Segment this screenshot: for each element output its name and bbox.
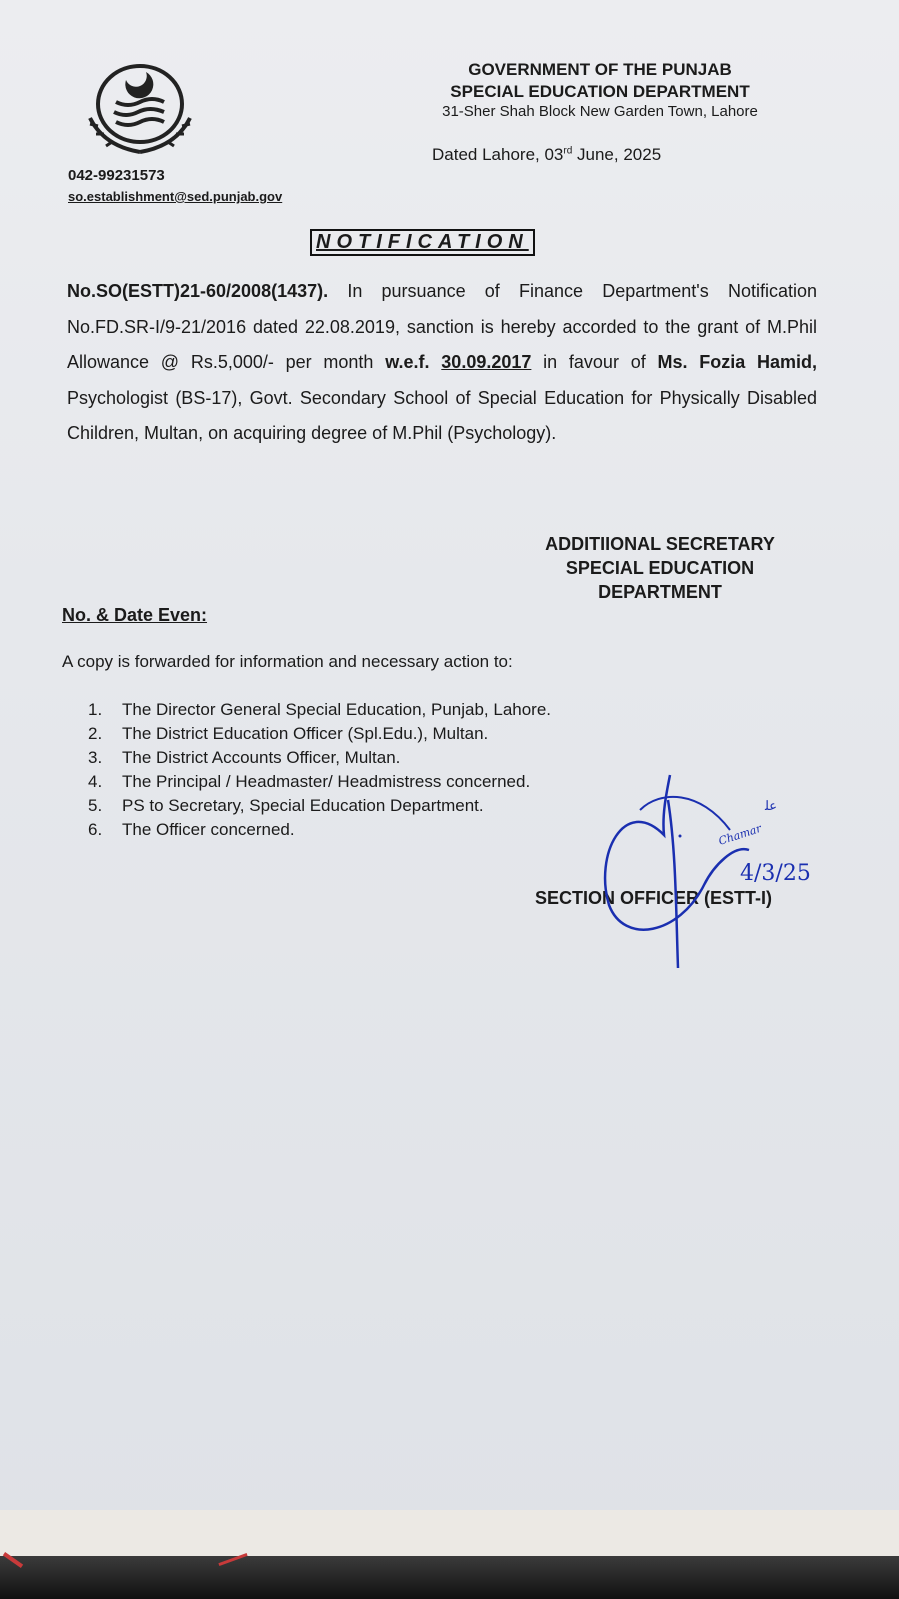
header-address: 31-Sher Shah Block New Garden Town, Lahore <box>442 103 758 120</box>
no-date-even: No. & Date Even: <box>62 605 208 625</box>
header-government: GOVERNMENT OF THE PUNJAB <box>468 60 732 79</box>
notification-body: No.SO(ESTT)21-60/2008(1437). In pursuance of Finance Department's Notification No.FD.SR-I/9-21/2016 dated 22.08.2019, sanction is hereby accorded to the grant of M.Phil Allowance @ Rs.5,000/- per month w.e.f. 30.09.2017 in favour of Ms. Fozia Hamid, Psychologist (BS-17), Govt. Secondary School of Special Education for Physically Disabled Children, Multan, on acquiring degree of M.Phil (Psychology). <box>67 281 817 443</box>
beneficiary-name: Ms. Fozia Hamid, <box>657 352 817 372</box>
list-item: 4. The Principal / Headmaster/ Headmistress concerned. <box>88 772 531 791</box>
notification-title: NOTIFICATION <box>310 229 535 256</box>
recipient-list <box>88 698 551 842</box>
effective-date: 30.09.2017 <box>441 352 532 372</box>
list-item: 2. The District Education Officer (Spl.Edu.), Multan. <box>88 724 489 743</box>
list-item: 6. The Officer concerned. <box>88 820 295 839</box>
copy-intro: A copy is forwarded for information and necessary action to: <box>62 652 513 671</box>
punjab-emblem-logo <box>78 62 204 158</box>
handwritten-signature <box>600 770 860 970</box>
table-edge <box>0 1556 899 1599</box>
list-item: 1. The Director General Special Education, Punjab, Lahore. <box>88 700 552 719</box>
handwritten-date: 4/3/25 <box>740 861 811 886</box>
handwritten-mark: ﻋﻠ <box>765 799 778 814</box>
signatory-additional-secretary: ADDITIIONAL SECRETARY SPECIAL EDUCATION DEPARTMENT <box>545 534 775 602</box>
list-item: 3. The District Accounts Officer, Multan. <box>88 748 401 767</box>
document-date: Dated Lahore, 03rd June, 2025 <box>432 145 662 164</box>
email-address: so.establishment@sed.punjab.gov <box>68 189 283 204</box>
handwritten-initials: Chamar <box>716 821 764 848</box>
header-department: SPECIAL EDUCATION DEPARTMENT <box>450 82 750 101</box>
paper-edge <box>0 1510 899 1560</box>
list-item: 5. PS to Secretary, Special Education Department. <box>88 796 484 815</box>
signatory-section-officer: SECTION OFFICER (ESTT-I) <box>535 888 772 908</box>
phone-number: 042-99231573 <box>68 167 165 184</box>
reference-number: No.SO(ESTT)21-60/2008(1437). <box>67 281 329 301</box>
